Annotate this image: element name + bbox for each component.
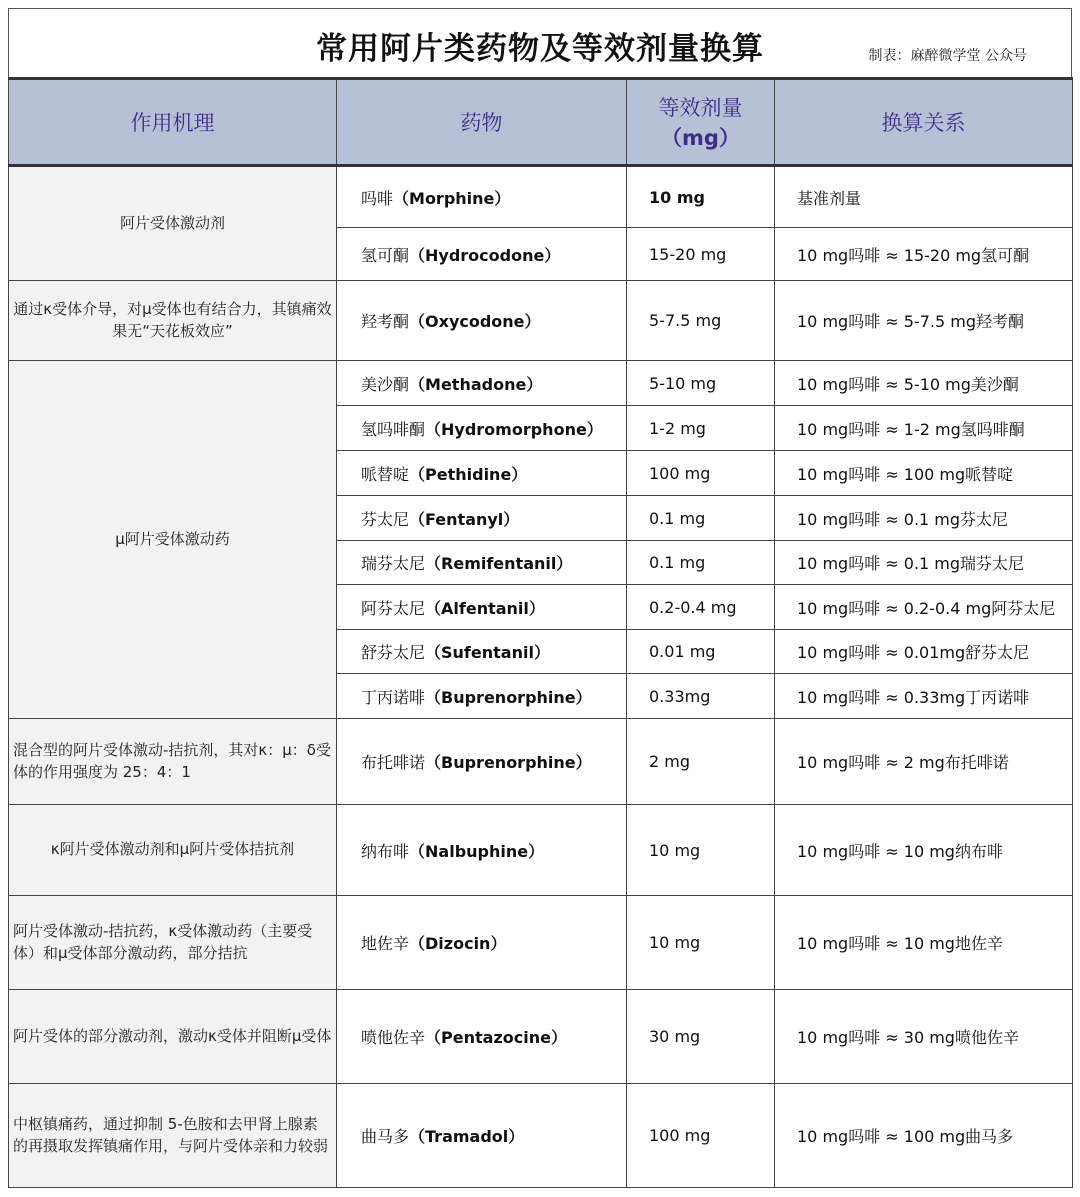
header-mechanism: 作用机理 [9,79,337,166]
dose-cell: 100 mg [627,1084,775,1188]
dose-cell: 0.01 mg [627,630,775,674]
conversion-cell: 10 mg吗啡 ≈ 5-7.5 mg羟考酮 [775,281,1073,361]
drug-name-en: （Morphine） [393,188,511,208]
drug-name-en: （Hydrocodone） [409,245,561,265]
drug-name-cn: 丁丙诺啡 [361,687,426,707]
drug-name-cn: 氢可酮 [361,245,410,265]
drug-cell [337,990,627,1084]
conversion-cell: 10 mg吗啡 ≈ 1-2 mg氢吗啡酮 [775,406,1073,451]
drug-name-en: （Buprenorphine） [425,687,592,707]
dose-cell: 1-2 mg [627,406,775,451]
drug-name-en: （Pentazocine） [425,1028,567,1047]
drug-cell [337,166,627,228]
dose-cell: 2 mg [627,719,775,805]
drug-cell [337,805,627,896]
drug-name-cn: 芬太尼 [361,509,410,529]
drug-cell [337,451,627,496]
page-title: 常用阿片类药物及等效剂量换算 [316,31,764,67]
conversion-cell: 10 mg吗啡 ≈ 2 mg布托啡诺 [775,719,1073,805]
conversion-cell: 10 mg吗啡 ≈ 30 mg喷他佐辛 [775,990,1073,1084]
drug-name-en: （Methadone） [409,374,543,394]
drug-name-en: （Sufentanil） [425,643,550,662]
dose-cell: 5-10 mg [627,361,775,406]
mechanism-cell: 中枢镇痛药，通过抑制 5-色胺和去甲肾上腺素的再摄取发挥镇痛作用，与阿片受体亲和力较弱 [9,1084,337,1188]
table-row [9,805,1073,896]
drug-cell [337,496,627,541]
drug-name-cn: 美沙酮 [361,374,410,394]
drug-name-en: （Pethidine） [409,464,528,484]
drug-name-cn: 阿芬太尼 [361,598,426,618]
conversion-cell: 10 mg吗啡 ≈ 10 mg纳布啡 [775,805,1073,896]
drug-cell [337,674,627,719]
drug-name-en: （Remifentanil） [425,554,573,573]
conversion-cell: 10 mg吗啡 ≈ 10 mg地佐辛 [775,896,1073,990]
mechanism-cell: 通过κ受体介导，对μ受体也有结合力，其镇痛效果无“天花板效应” [9,281,337,361]
header-dose-unit: （mg） [661,126,740,150]
drug-cell [337,630,627,674]
drug-cell [337,281,627,361]
opioid-equivalence-table [8,77,1073,1188]
drug-name-cn: 吗啡 [361,188,394,208]
drug-cell [337,896,627,990]
drug-name-cn: 瑞芬太尼 [361,554,426,573]
drug-name-cn: 氢吗啡酮 [361,419,426,439]
dose-cell: 0.2-0.4 mg [627,585,775,630]
mechanism-cell: μ阿片受体激动药 [9,361,337,719]
table-credit: 制表：麻醉微学堂 公众号 [868,48,1027,64]
dose-cell: 10 mg [627,805,775,896]
drug-name-en: （Alfentanil） [425,598,545,618]
drug-name-cn: 哌替啶 [361,464,410,484]
mechanism-cell: κ阿片受体激动剂和μ阿片受体拮抗剂 [9,805,337,896]
mechanism-cell: 混合型的阿片受体激动-拮抗剂，其对κ：μ：δ受体的作用强度为 25：4：1 [9,719,337,805]
conversion-cell: 10 mg吗啡 ≈ 0.2-0.4 mg阿芬太尼 [775,585,1073,630]
drug-name-en: （Oxycodone） [409,312,541,331]
drug-name-cn: 布托啡诺 [361,753,426,772]
conversion-cell: 基准剂量 [775,166,1073,228]
dose-cell: 10 mg [627,166,775,228]
title-bar [8,8,1072,77]
drug-name-cn: 曲马多 [361,1127,410,1146]
drug-name-cn: 舒芬太尼 [361,643,426,662]
drug-cell [337,541,627,585]
dose-cell: 0.1 mg [627,541,775,585]
drug-name-cn: 纳布啡 [361,841,410,861]
drug-name-en: （Fentanyl） [409,509,520,529]
conversion-cell: 10 mg吗啡 ≈ 15-20 mg氢可酮 [775,228,1073,281]
drug-name-en: （Buprenorphine） [425,753,592,772]
drug-cell [337,406,627,451]
mechanism-cell: 阿片受体激动剂 [9,166,337,281]
dose-cell: 30 mg [627,990,775,1084]
drug-name-cn: 喷他佐辛 [361,1028,426,1047]
dose-cell: 0.33mg [627,674,775,719]
table-row [9,719,1073,805]
drug-name-cn: 羟考酮 [361,312,410,331]
conversion-cell: 10 mg吗啡 ≈ 0.1 mg芬太尼 [775,496,1073,541]
table-row [9,166,1073,228]
header-dose [627,79,775,166]
mechanism-cell: 阿片受体激动-拮抗药，κ受体激动药（主要受体）和μ受体部分激动药，部分拮抗 [9,896,337,990]
header-dose-label: 等效剂量 [658,96,743,120]
dose-cell: 10 mg [627,896,775,990]
conversion-cell: 10 mg吗啡 ≈ 100 mg曲马多 [775,1084,1073,1188]
conversion-cell: 10 mg吗啡 ≈ 5-10 mg美沙酮 [775,361,1073,406]
drug-name-cn: 地佐辛 [361,934,410,953]
conversion-cell: 10 mg吗啡 ≈ 0.1 mg瑞芬太尼 [775,541,1073,585]
drug-cell [337,228,627,281]
table-row [9,281,1073,361]
mechanism-cell: 阿片受体的部分激动剂，激动κ受体并阻断μ受体 [9,990,337,1084]
dose-cell: 5-7.5 mg [627,281,775,361]
table-row [9,1084,1073,1188]
drug-name-en: （Hydromorphone） [425,419,603,439]
conversion-cell: 10 mg吗啡 ≈ 0.33mg丁丙诺啡 [775,674,1073,719]
conversion-cell: 10 mg吗啡 ≈ 0.01mg舒芬太尼 [775,630,1073,674]
dose-cell: 0.1 mg [627,496,775,541]
drug-name-en: （Tramadol） [409,1127,525,1146]
dose-cell: 100 mg [627,451,775,496]
drug-cell [337,585,627,630]
drug-cell [337,361,627,406]
table-row [9,896,1073,990]
dose-cell: 15-20 mg [627,228,775,281]
drug-name-en: （Dizocin） [409,934,507,953]
conversion-cell: 10 mg吗啡 ≈ 100 mg哌替啶 [775,451,1073,496]
dosage-table-sheet [8,8,1072,1188]
header-row [9,79,1073,166]
table-body [9,166,1073,1188]
header-drug: 药物 [337,79,627,166]
drug-cell [337,1084,627,1188]
header-conversion: 换算关系 [775,79,1073,166]
drug-name-en: （Nalbuphine） [409,841,545,861]
table-row [9,361,1073,406]
drug-cell [337,719,627,805]
table-row [9,990,1073,1084]
